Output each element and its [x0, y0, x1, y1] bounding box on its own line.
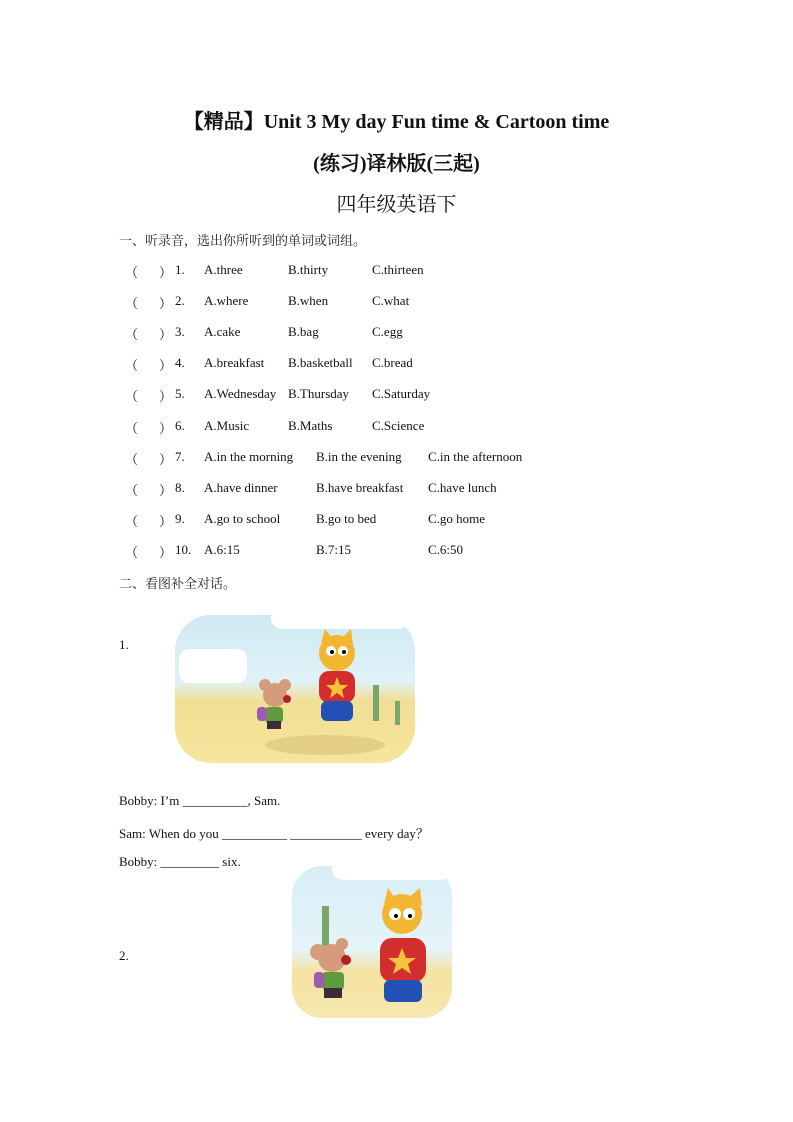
title-line-2: (练习)译林版(三起)	[313, 153, 480, 175]
dialogue-line-3: Bobby: _________ six.	[119, 854, 241, 869]
option-a: A.breakfast	[204, 355, 265, 370]
paren-left: （	[125, 327, 139, 342]
option-c: C.Science	[372, 418, 425, 433]
paren-left: （	[125, 483, 139, 498]
option-a: A.Music	[204, 418, 250, 433]
section-1-heading: 一、听录音，选出你所听到的单词或词组。	[119, 233, 367, 248]
cartoon-scene-icon	[175, 615, 415, 763]
option-a: A.where	[204, 293, 249, 308]
option-b: B.basketball	[288, 355, 353, 370]
dialogue-line-2: Sam: When do you __________ ___________ every day？	[119, 826, 429, 841]
question-number: 10.	[175, 542, 192, 557]
question-number: 4.	[175, 355, 185, 370]
option-b: B.thirty	[288, 262, 329, 277]
option-a: A.three	[204, 262, 243, 277]
illustration-cat-mouse-1	[175, 615, 415, 763]
option-c: C.egg	[372, 324, 403, 339]
paren-left: （	[125, 389, 139, 404]
paren-left: （	[125, 358, 139, 373]
question-number: 9.	[175, 511, 185, 526]
option-b: B.have breakfast	[316, 480, 404, 495]
option-a: A.in the morning	[204, 449, 294, 464]
option-c: C.go home	[428, 511, 486, 526]
paren-left: （	[125, 545, 139, 560]
option-c: C.in the afternoon	[428, 449, 523, 464]
paren-right: ）	[159, 265, 173, 280]
section-2-heading: 二、看图补全对话。	[119, 576, 237, 591]
option-b: B.Maths	[288, 418, 333, 433]
paren-left: （	[125, 421, 139, 436]
option-c: C.6:50	[428, 542, 464, 557]
title-line-1: 【精品】Unit 3 My day Fun time & Cartoon time	[183, 111, 610, 133]
question-number: 8.	[175, 480, 185, 495]
paren-right: ）	[159, 296, 173, 311]
option-a: A.Wednesday	[204, 386, 277, 401]
paren-right: ）	[159, 514, 173, 529]
question-number: 5.	[175, 386, 185, 401]
option-c: C.what	[372, 293, 410, 308]
paren-left: （	[125, 265, 139, 280]
question-number: 6.	[175, 418, 185, 433]
dialogue-line-1: Bobby: I’m __________, Sam.	[119, 793, 281, 808]
option-b: B.bag	[288, 324, 319, 339]
option-b: B.go to bed	[316, 511, 377, 526]
illustration-cat-mouse-2	[292, 866, 452, 1018]
option-a: A.go to school	[204, 511, 281, 526]
option-a: A.have dinner	[204, 480, 278, 495]
option-c: C.have lunch	[428, 480, 497, 495]
question-number: 2.	[175, 293, 185, 308]
title-line-3: 四年级英语下	[336, 194, 457, 216]
question-number: 3.	[175, 324, 185, 339]
option-c: C.thirteen	[372, 262, 424, 277]
option-b: B.in the evening	[316, 449, 402, 464]
paren-right: ）	[159, 389, 173, 404]
cartoon-scene-icon	[292, 866, 452, 1018]
option-b: B.when	[288, 293, 329, 308]
paren-right: ）	[159, 421, 173, 436]
paren-right: ）	[159, 327, 173, 342]
option-c: C.Saturday	[372, 386, 431, 401]
paren-left: （	[125, 452, 139, 467]
question-number: 1.	[175, 262, 185, 277]
paren-left: （	[125, 296, 139, 311]
item-2-number: 2.	[119, 948, 129, 963]
item-1-number: 1.	[119, 637, 129, 652]
paren-left: （	[125, 514, 139, 529]
option-b: B.Thursday	[288, 386, 350, 401]
question-number: 7.	[175, 449, 185, 464]
option-c: C.bread	[372, 355, 413, 370]
paren-right: ）	[159, 358, 173, 373]
option-a: A.cake	[204, 324, 241, 339]
paren-right: ）	[159, 483, 173, 498]
paren-right: ）	[159, 452, 173, 467]
option-b: B.7:15	[316, 542, 352, 557]
paren-right: ）	[159, 545, 173, 560]
option-a: A.6:15	[204, 542, 240, 557]
